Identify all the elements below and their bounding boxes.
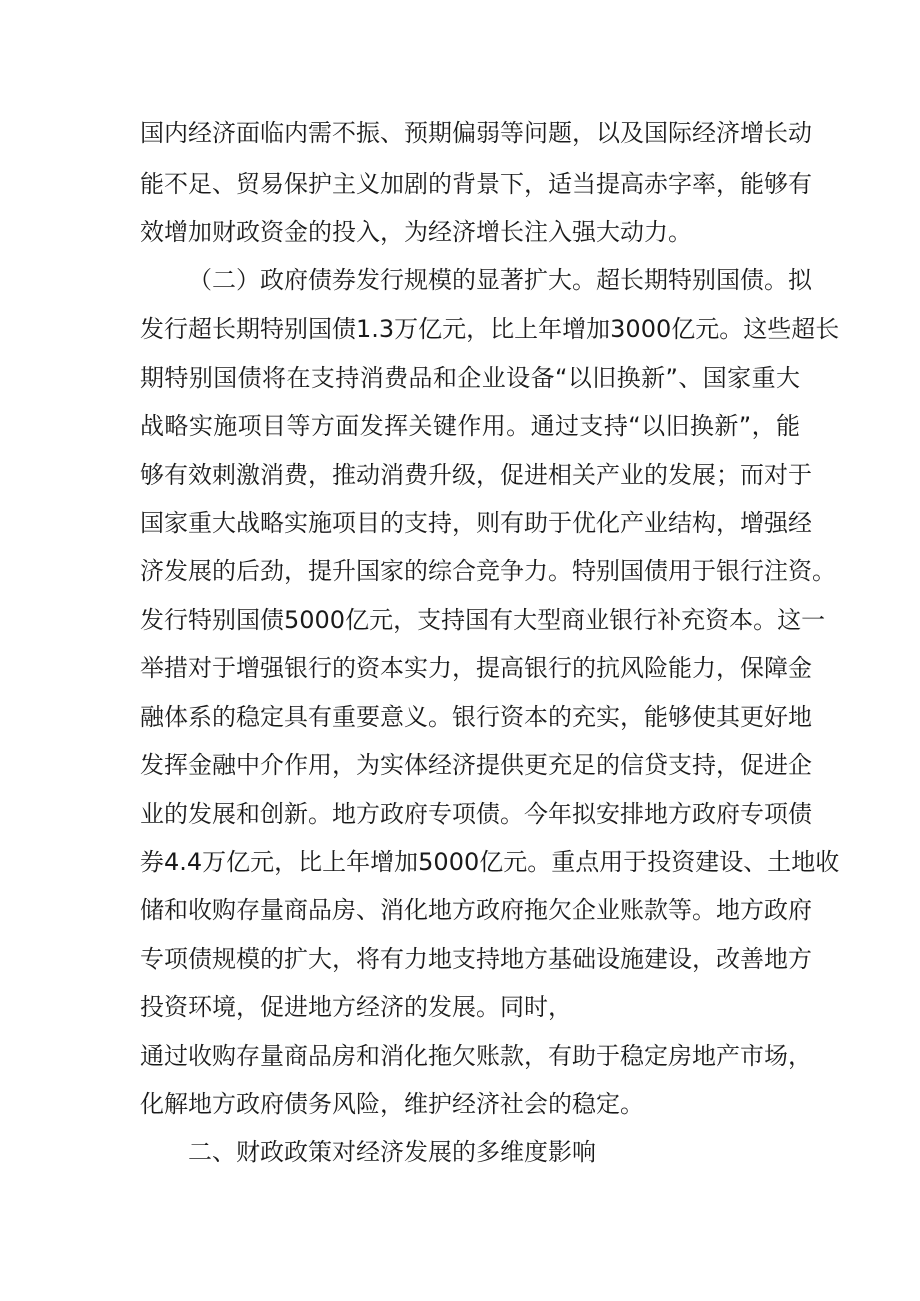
paragraph-line-6: 期特别国债将在支持消费品和企业设备“以旧换新”、国家重大: [140, 364, 800, 392]
paragraph-line-18: 专项债规模的扩大，将有力地支持地方基础设施建设，改善地方: [140, 945, 812, 973]
paragraph-line-17: 储和收购存量商品房、消化地方政府拖欠企业账款等。地方政府: [140, 896, 812, 924]
paragraph-line-10: 济发展的后劲，提升国家的综合竞争力。特别国债用于银行注资。: [140, 557, 836, 585]
paragraph-line-12: 举措对于增强银行的资本实力，提高银行的抗风险能力，保障金: [140, 654, 812, 682]
paragraph-line-13: 融体系的稳定具有重要意义。银行资本的充实，能够使其更好地: [140, 703, 812, 731]
paragraph-line-3: 效增加财政资金的投入，为经济增长注入强大动力。: [140, 218, 692, 246]
paragraph-line-20: 通过收购存量商品房和消化拖欠账款，有助于稳定房地产市场，: [140, 1042, 812, 1070]
chapter-heading: 二、财政政策对经济发展的多维度影响: [188, 1138, 596, 1166]
paragraph-line-1: 国内经济面临内需不振、预期偏弱等问题，以及国际经济增长动: [140, 119, 812, 147]
section-heading-line: （二）政府债券发行规模的显著扩大。超长期特别国债。拟: [188, 266, 812, 294]
paragraph-line-15: 业的发展和创新。地方政府专项债。今年拟安排地方政府专项债: [140, 800, 812, 828]
paragraph-line-2: 能不足、贸易保护主义加剧的背景下，适当提高赤字率，能够有: [140, 170, 812, 198]
paragraph-line-9: 国家重大战略实施项目的支持，则有助于优化产业结构，增强经: [140, 509, 812, 537]
paragraph-line-19: 投资环境，促进地方经济的发展。同时，: [140, 993, 572, 1021]
paragraph-line-5: 发行超长期特别国债1.3万亿元，比上年增加3000亿元。这些超长: [140, 315, 840, 343]
paragraph-line-11: 发行特别国债5000亿元，支持国有大型商业银行补充资本。这一: [140, 606, 826, 634]
paragraph-line-7: 战略实施项目等方面发挥关键作用。通过支持“以旧换新”，能: [140, 412, 800, 440]
paragraph-line-16: 券4.4万亿元，比上年增加5000亿元。重点用于投资建设、土地收: [140, 848, 840, 876]
paragraph-line-21: 化解地方政府债务风险，维护经济社会的稳定。: [140, 1090, 644, 1118]
paragraph-line-8: 够有效刺激消费，推动消费升级，促进相关产业的发展；而对于: [140, 461, 812, 489]
paragraph-line-14: 发挥金融中介作用，为实体经济提供更充足的信贷支持，促进企: [140, 751, 812, 779]
